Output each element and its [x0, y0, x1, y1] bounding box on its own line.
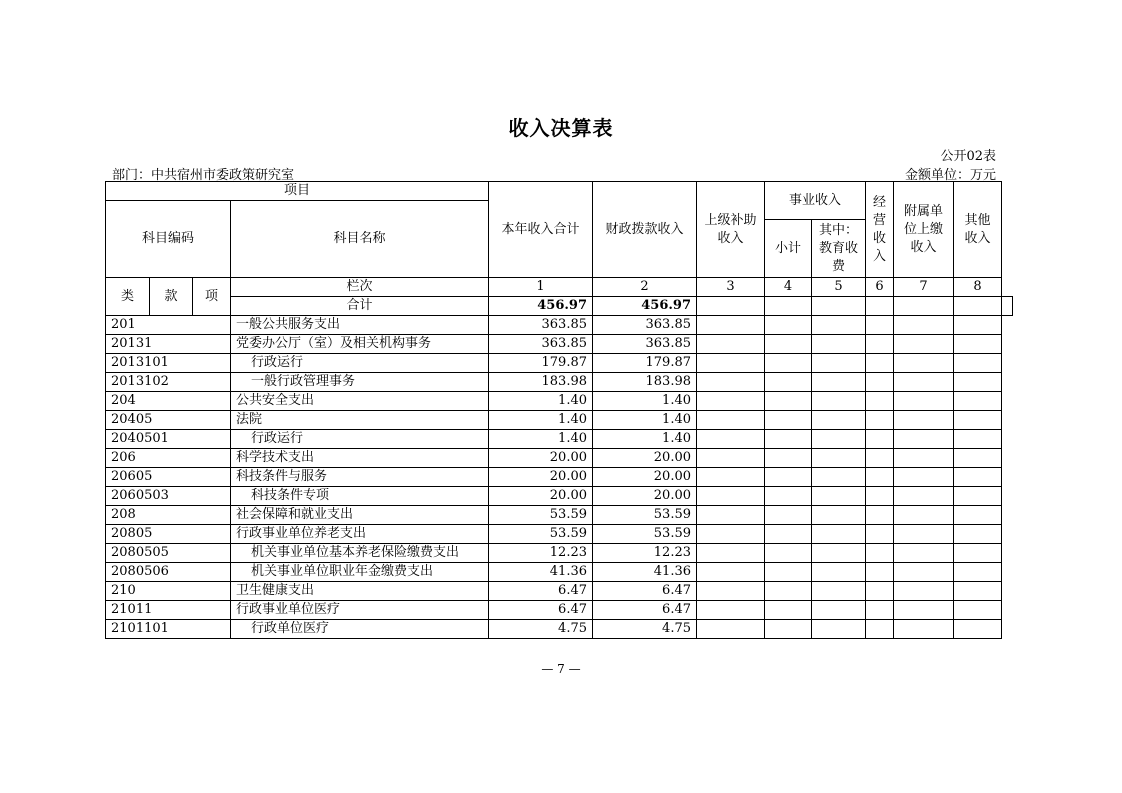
row-name: 公共安全支出	[231, 392, 489, 411]
row-total: 179.87	[489, 354, 593, 373]
empty-cell	[812, 487, 866, 506]
row-total: 363.85	[489, 316, 593, 335]
header-kuan: 款	[150, 278, 193, 316]
row-code: 20405	[106, 411, 231, 430]
row-code: 2060503	[106, 487, 231, 506]
empty-cell	[697, 582, 765, 601]
empty-cell	[866, 449, 894, 468]
empty-cell	[894, 354, 954, 373]
empty-cell	[765, 449, 812, 468]
table-row	[106, 563, 1013, 582]
row-total: 20.00	[489, 487, 593, 506]
empty-cell	[866, 354, 894, 373]
row-name: 法院	[231, 411, 489, 430]
empty-cell	[954, 544, 1002, 563]
total-amount: 456.97	[489, 297, 593, 316]
empty-cell	[765, 430, 812, 449]
header-lanci: 栏次	[231, 278, 489, 297]
col-number: 6	[866, 278, 894, 297]
empty-cell	[812, 620, 866, 639]
row-code: 208	[106, 506, 231, 525]
row-code: 21011	[106, 601, 231, 620]
empty-cell	[954, 582, 1002, 601]
table-row	[106, 544, 1013, 563]
empty-cell	[866, 411, 894, 430]
empty-cell	[697, 449, 765, 468]
empty-cell	[812, 468, 866, 487]
total-label: 合计	[231, 297, 489, 316]
table-row	[106, 316, 1013, 335]
row-code: 201	[106, 316, 231, 335]
empty-cell	[697, 620, 765, 639]
unit-label: 金额单位：万元	[904, 168, 996, 183]
row-name: 行政运行	[231, 354, 489, 373]
empty-cell	[954, 601, 1002, 620]
row-total: 12.23	[489, 544, 593, 563]
income-table	[105, 181, 1013, 639]
row-total: 4.75	[489, 620, 593, 639]
header-lei: 类	[106, 278, 150, 316]
row-name: 行政单位医疗	[231, 620, 489, 639]
header-item: 项目	[106, 182, 489, 201]
row-code: 2013101	[106, 354, 231, 373]
empty-cell	[812, 563, 866, 582]
empty-cell	[866, 487, 894, 506]
empty-cell	[954, 354, 1002, 373]
department-label: 部门：中共宿州市委政策研究室	[112, 168, 295, 183]
row-code: 20131	[106, 335, 231, 354]
header-subtotal: 小计	[765, 220, 812, 278]
empty-cell	[954, 335, 1002, 354]
empty-cell	[697, 544, 765, 563]
empty-cell	[765, 468, 812, 487]
empty-cell	[765, 506, 812, 525]
empty-cell	[765, 544, 812, 563]
empty-cell	[894, 563, 954, 582]
empty-cell	[866, 335, 894, 354]
empty-cell	[866, 392, 894, 411]
empty-cell	[812, 506, 866, 525]
row-name: 机关事业单位基本养老保险缴费支出	[231, 544, 489, 563]
empty-cell	[954, 430, 1002, 449]
empty-cell	[894, 582, 954, 601]
row-total: 41.36	[489, 563, 593, 582]
col-number: 4	[765, 278, 812, 297]
empty-cell	[697, 392, 765, 411]
table-row	[106, 525, 1013, 544]
empty-cell	[954, 563, 1002, 582]
row-total: 1.40	[489, 430, 593, 449]
header-business: 事业收入	[765, 182, 866, 220]
empty-cell	[697, 487, 765, 506]
empty-cell	[812, 582, 866, 601]
row-fiscal: 20.00	[593, 487, 697, 506]
row-name: 一般行政管理事务	[231, 373, 489, 392]
empty-cell	[954, 620, 1002, 639]
row-name: 科技条件与服务	[231, 468, 489, 487]
table-row	[106, 335, 1013, 354]
row-total: 20.00	[489, 468, 593, 487]
empty-cell	[765, 335, 812, 354]
row-total: 363.85	[489, 335, 593, 354]
row-name: 卫生健康支出	[231, 582, 489, 601]
row-total: 6.47	[489, 601, 593, 620]
empty-cell	[894, 525, 954, 544]
empty-cell	[765, 411, 812, 430]
header-superior: 上级补助收入	[697, 182, 765, 278]
row-total: 53.59	[489, 506, 593, 525]
row-fiscal: 179.87	[593, 354, 697, 373]
col-number: 7	[894, 278, 954, 297]
empty-cell	[697, 468, 765, 487]
row-name: 行政事业单位养老支出	[231, 525, 489, 544]
row-code: 20605	[106, 468, 231, 487]
empty-cell	[697, 525, 765, 544]
empty-cell	[954, 487, 1002, 506]
empty-cell	[866, 620, 894, 639]
empty-cell	[812, 430, 866, 449]
empty-cell	[697, 411, 765, 430]
row-total: 183.98	[489, 373, 593, 392]
empty-cell	[812, 392, 866, 411]
total-row	[106, 297, 1013, 316]
col-number: 5	[812, 278, 866, 297]
empty-cell	[697, 506, 765, 525]
row-fiscal: 4.75	[593, 620, 697, 639]
empty-cell	[866, 506, 894, 525]
row-total: 1.40	[489, 392, 593, 411]
empty-cell	[866, 316, 894, 335]
row-code: 204	[106, 392, 231, 411]
header-affiliated: 附属单位上缴收入	[894, 182, 954, 278]
row-fiscal: 6.47	[593, 582, 697, 601]
row-name: 社会保障和就业支出	[231, 506, 489, 525]
header-edu: 其中：教育收费	[812, 220, 866, 278]
empty-cell	[866, 601, 894, 620]
table-row	[106, 373, 1013, 392]
table-row	[106, 392, 1013, 411]
empty-cell	[894, 316, 954, 335]
empty-cell	[866, 430, 894, 449]
empty-cell	[765, 525, 812, 544]
empty-cell	[812, 525, 866, 544]
row-fiscal: 53.59	[593, 525, 697, 544]
empty-cell	[866, 544, 894, 563]
empty-cell	[954, 506, 1002, 525]
row-fiscal: 363.85	[593, 316, 697, 335]
row-code: 2080506	[106, 563, 231, 582]
table-row	[106, 468, 1013, 487]
row-fiscal: 183.98	[593, 373, 697, 392]
empty-cell	[894, 373, 954, 392]
row-fiscal: 41.36	[593, 563, 697, 582]
empty-cell	[866, 582, 894, 601]
row-name: 党委办公厅（室）及相关机构事务	[231, 335, 489, 354]
row-code: 2040501	[106, 430, 231, 449]
table-row	[106, 449, 1013, 468]
empty-cell	[812, 601, 866, 620]
empty-cell	[697, 316, 765, 335]
header-xiang: 项	[193, 278, 231, 316]
col-number: 3	[697, 278, 765, 297]
row-fiscal: 363.85	[593, 335, 697, 354]
empty-cell	[954, 316, 1002, 335]
empty-cell	[894, 335, 954, 354]
row-total: 53.59	[489, 525, 593, 544]
row-fiscal: 1.40	[593, 430, 697, 449]
empty-cell	[894, 392, 954, 411]
empty-cell	[866, 525, 894, 544]
table-row	[106, 582, 1013, 601]
col-number: 2	[593, 278, 697, 297]
empty-cell	[954, 468, 1002, 487]
empty-cell	[866, 563, 894, 582]
table-row	[106, 506, 1013, 525]
empty-cell	[697, 430, 765, 449]
empty-cell	[765, 354, 812, 373]
empty-cell	[954, 449, 1002, 468]
row-total: 20.00	[489, 449, 593, 468]
row-fiscal: 53.59	[593, 506, 697, 525]
empty-cell	[697, 601, 765, 620]
empty-cell	[765, 373, 812, 392]
total-fiscal: 456.97	[593, 297, 697, 316]
empty-cell	[866, 468, 894, 487]
header-fiscal: 财政拨款收入	[593, 182, 697, 278]
empty-cell	[697, 373, 765, 392]
page-number: — 7 —	[541, 662, 581, 676]
header-name: 科目名称	[231, 201, 489, 278]
header-code: 科目编码	[106, 201, 231, 278]
empty-cell	[812, 373, 866, 392]
row-code: 2013102	[106, 373, 231, 392]
row-fiscal: 1.40	[593, 392, 697, 411]
empty-cell	[697, 563, 765, 582]
table-row	[106, 411, 1013, 430]
table-row	[106, 601, 1013, 620]
table-row	[106, 430, 1013, 449]
row-total: 1.40	[489, 411, 593, 430]
table-row	[106, 620, 1013, 639]
row-name: 科学技术支出	[231, 449, 489, 468]
col-number: 1	[489, 278, 593, 297]
empty-cell	[894, 506, 954, 525]
empty-cell	[765, 601, 812, 620]
row-fiscal: 20.00	[593, 468, 697, 487]
empty-cell	[894, 430, 954, 449]
row-name: 科技条件专项	[231, 487, 489, 506]
col-number: 8	[954, 278, 1002, 297]
empty-cell	[812, 544, 866, 563]
empty-cell	[697, 354, 765, 373]
form-number: 公开02表	[940, 149, 996, 164]
row-total: 6.47	[489, 582, 593, 601]
empty-cell	[894, 487, 954, 506]
row-fiscal: 20.00	[593, 449, 697, 468]
row-code: 20805	[106, 525, 231, 544]
empty-cell	[765, 487, 812, 506]
empty-cell	[894, 601, 954, 620]
empty-cell	[866, 373, 894, 392]
empty-cell	[765, 563, 812, 582]
row-name: 行政运行	[231, 430, 489, 449]
row-code: 2080505	[106, 544, 231, 563]
empty-cell	[954, 411, 1002, 430]
row-fiscal: 6.47	[593, 601, 697, 620]
header-operating: 经营收入	[866, 182, 894, 278]
empty-cell	[765, 316, 812, 335]
table-row	[106, 487, 1013, 506]
row-name: 一般公共服务支出	[231, 316, 489, 335]
header-total: 本年收入合计	[489, 182, 593, 278]
empty-cell	[765, 582, 812, 601]
row-code: 2101101	[106, 620, 231, 639]
empty-cell	[697, 335, 765, 354]
empty-cell	[894, 620, 954, 639]
row-fiscal: 1.40	[593, 411, 697, 430]
row-fiscal: 12.23	[593, 544, 697, 563]
empty-cell	[894, 449, 954, 468]
empty-cell	[954, 392, 1002, 411]
empty-cell	[765, 620, 812, 639]
empty-cell	[812, 354, 866, 373]
row-name: 机关事业单位职业年金缴费支出	[231, 563, 489, 582]
table-row	[106, 354, 1013, 373]
empty-cell	[894, 468, 954, 487]
empty-cell	[954, 373, 1002, 392]
page-title: 收入决算表	[508, 116, 614, 140]
empty-cell	[812, 449, 866, 468]
empty-cell	[812, 411, 866, 430]
header-other: 其他收入	[954, 182, 1002, 278]
row-code: 206	[106, 449, 231, 468]
empty-cell	[894, 544, 954, 563]
row-name: 行政事业单位医疗	[231, 601, 489, 620]
row-code: 210	[106, 582, 231, 601]
empty-cell	[765, 392, 812, 411]
empty-cell	[954, 525, 1002, 544]
empty-cell	[812, 316, 866, 335]
empty-cell	[812, 335, 866, 354]
empty-cell	[894, 411, 954, 430]
